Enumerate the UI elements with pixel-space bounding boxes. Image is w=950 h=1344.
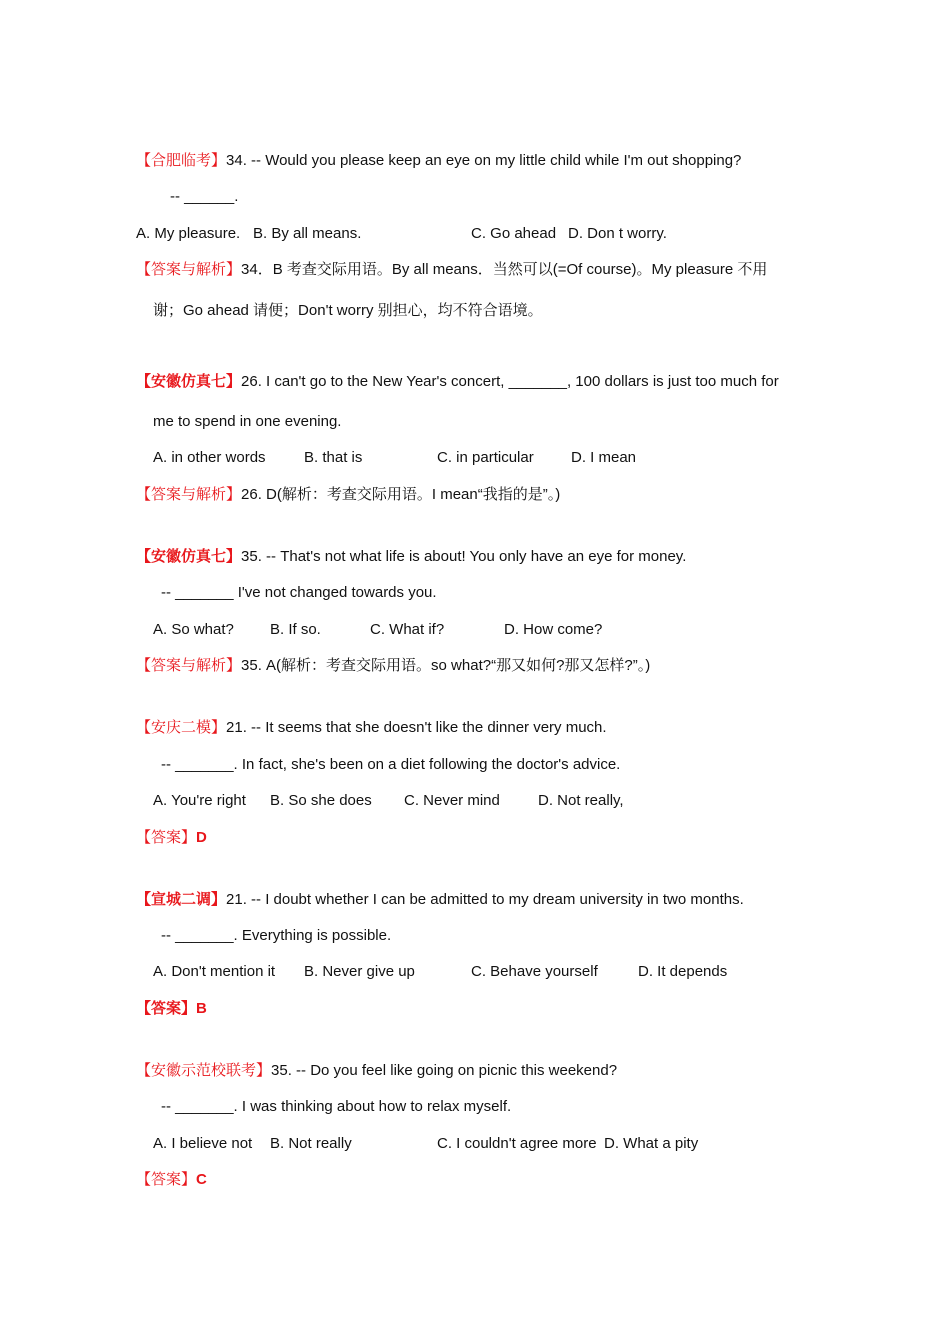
option-a: A. You're right	[153, 792, 246, 809]
option-b: B. If so.	[270, 621, 321, 638]
option-a: A. Don't mention it	[153, 963, 276, 980]
question-text: 35. -- That's not what life is about! You only have an eye for money.	[241, 548, 687, 565]
option-a: A. My pleasure.	[136, 225, 241, 242]
answer-value: B	[196, 1000, 207, 1017]
reply-blank: -- _______. In fact, she's been on a diet following the doctor's advice.	[161, 756, 621, 773]
answer-text-continued: 谢；Go ahead 请便；Don't worry 别担心，均不符合语境。	[153, 302, 543, 319]
question-text-continued: me to spend in one evening.	[153, 413, 342, 430]
answer	[136, 828, 207, 848]
source-label: 【安徽仿真七】	[136, 549, 242, 565]
option-c: C. What if?	[370, 621, 445, 638]
answer-value: D	[196, 829, 207, 846]
question-text: 21. -- It seems that she doesn't like the dinner very much.	[226, 719, 607, 736]
question-text: 21. -- I doubt whether I can be admitted to my dream university in two months.	[226, 891, 744, 908]
option-d: D. Not really,	[538, 792, 624, 809]
option-c: C. Behave yourself	[471, 963, 598, 980]
answer-text: 26. D(解析：考查交际用语。I mean“我指的是”。)	[241, 486, 561, 503]
answer-label: 【答案与解析】	[136, 657, 242, 674]
reply-blank: -- _______. I was thinking about how to relax myself.	[161, 1098, 512, 1115]
option-d: D. What a pity	[604, 1135, 699, 1152]
question-35-anhui	[136, 547, 686, 567]
question-26-anhui	[136, 372, 779, 392]
option-d: D. It depends	[638, 963, 728, 980]
answer-label: 【答案】	[136, 1171, 197, 1188]
option-b: B. that is	[304, 449, 363, 466]
option-d: D. I mean	[571, 449, 637, 466]
answer-analysis	[136, 656, 650, 676]
question-21-xuancheng	[136, 890, 744, 910]
option-d: D. Don t worry.	[568, 225, 667, 242]
reply-blank: -- _______ I've not changed towards you.	[161, 584, 437, 601]
option-c: C. Go ahead	[471, 225, 557, 242]
option-b: B. Not really	[270, 1135, 352, 1152]
option-b: B. By all means.	[253, 225, 362, 242]
reply-blank: -- _______. Everything is possible.	[161, 927, 392, 944]
answer-label: 【答案与解析】	[136, 261, 242, 278]
answer-analysis	[136, 260, 767, 280]
source-label: 【安徽示范校联考】	[136, 1062, 272, 1079]
answer-label: 【答案】	[136, 1000, 197, 1017]
option-a: A. in other words	[153, 449, 266, 466]
option-a: A. I believe not	[153, 1135, 253, 1152]
answer	[136, 999, 207, 1019]
option-a: A. So what?	[153, 621, 234, 638]
answer-label: 【答案与解析】	[136, 486, 242, 503]
question-text: 35. -- Do you feel like going on picnic this weekend?	[271, 1062, 618, 1079]
answer-text: 34．B 考查交际用语。By all means．当然可以(=Of course)。My pleasure 不用	[241, 261, 768, 278]
option-b: B. So she does	[270, 792, 372, 809]
source-label: 【合肥临考】	[136, 152, 227, 169]
reply-blank: -- ______.	[170, 188, 239, 205]
answer-label: 【答案】	[136, 829, 197, 846]
question-text: 34. -- Would you please keep an eye on my little child while I'm out shopping?	[226, 152, 742, 169]
answer-text: 35. A(解析：考查交际用语。so what?“那又如何?那又怎样?”。)	[241, 657, 651, 674]
answer-analysis	[136, 485, 560, 505]
option-c: C. I couldn't agree more	[437, 1135, 597, 1152]
option-c: C. in particular	[437, 449, 534, 466]
option-b: B. Never give up	[304, 963, 415, 980]
option-d: D. How come?	[504, 621, 603, 638]
question-35-anhui-model-schools	[136, 1061, 617, 1081]
question-text: 26. I can't go to the New Year's concert, _______, 100 dollars is just too much for	[241, 373, 779, 390]
option-c: C. Never mind	[404, 792, 500, 809]
answer-value: C	[196, 1171, 207, 1188]
source-label: 【安徽仿真七】	[136, 374, 242, 390]
answer	[136, 1170, 207, 1190]
question-21-anqing	[136, 718, 607, 738]
question-34-hefei	[136, 151, 741, 171]
source-label: 【安庆二模】	[136, 719, 227, 736]
source-label: 【宣城二调】	[136, 892, 227, 908]
